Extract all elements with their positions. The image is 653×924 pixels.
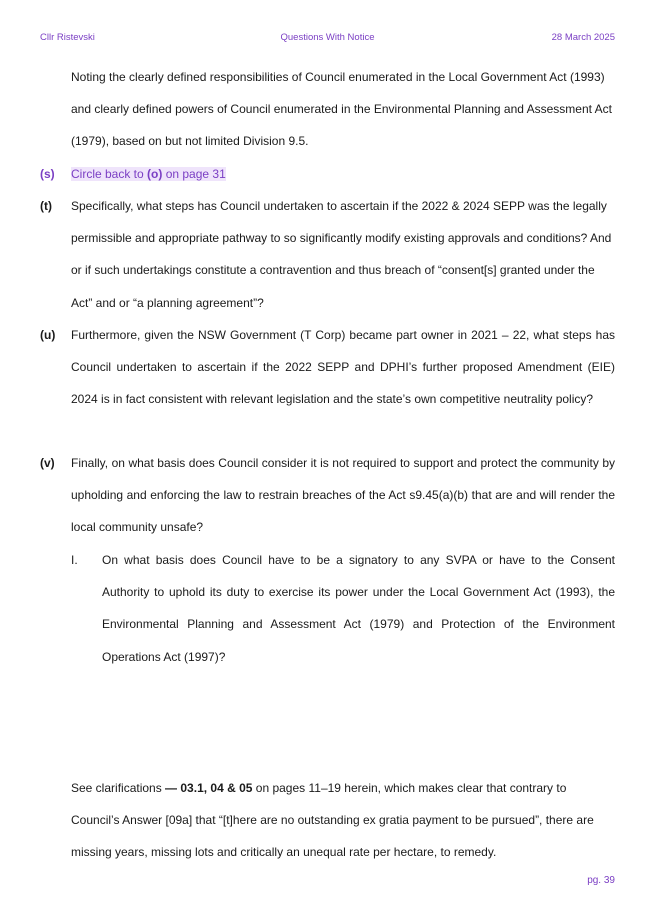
item-u [40, 319, 615, 416]
item-s [40, 158, 615, 190]
header-author: Cllr Ristevski [40, 32, 95, 43]
item-text[interactable] [71, 158, 615, 190]
item-text: Finally, on what basis does Council consider it is not required to support and protect the community by upholding and enforcing the law to restrain breaches of the Act s9.45(a)(b) that are and will render the local community unsafe? [71, 456, 615, 535]
item-marker: (v) [40, 456, 55, 470]
item-v [40, 447, 615, 544]
header-date: 28 March 2025 [551, 32, 615, 43]
item-text: Specifically, what steps has Council undertaken to ascertain if the 2022 & 2024 SEPP was the legally permissible and appropriate pathway to so significantly modify existing approvals and conditions? And or if such undertakings constitute a contravention and thus breach of “consent[s] granted under the Act” and or “a planning agreement”? [71, 199, 612, 310]
item-t [40, 190, 615, 319]
item-marker: (t) [40, 199, 52, 213]
intro-paragraph: Noting the clearly defined responsibilities of Council enumerated in the Local Government Act (1993) and clearly defined powers of Council enumerated in the Environmental Planning and Assessment Act (1979), based on but not limited Division 9.5. [71, 70, 612, 149]
page-header [40, 32, 615, 46]
header-title: Questions With Notice [280, 32, 375, 43]
item-marker: (u) [40, 328, 56, 342]
item-marker: (s) [40, 167, 55, 181]
subitem-text: On what basis does Council have to be a signatory to any SVPA or have to the Consent Authority to uphold its duty to exercise its power under the Local Government Act (1993), the Environmental Planning and Assessment Act (1979) and Protection of the Environment Operations Act (1997)? [102, 553, 615, 664]
page-number: pg. 39 [587, 875, 615, 886]
subitem-i [71, 544, 615, 673]
item-text: Furthermore, given the NSW Government (T Corp) became part owner in 2021 – 22, what steps has Council undertaken to ascertain if the 2022 SEPP and DPHI’s further proposed Amendment (EIE) 2024 is in fact consistent with relevant legislation and the state’s own competitive neutrality policy? [71, 328, 615, 407]
clarification-paragraph: See clarifications — 03.1, 04 & 05 on pages 11–19 herein, which makes clear that contrary to Council’s Answer [09a] that “[t]here are no outstanding ex gratia payment to be pursued”, there are missing years, missing lots and critically an unequal rate per hectare, to remedy. [71, 781, 594, 860]
circle-back-link[interactable]: Circle back to (o) on page 31 [71, 167, 226, 181]
subitem-marker: I. [71, 553, 78, 567]
